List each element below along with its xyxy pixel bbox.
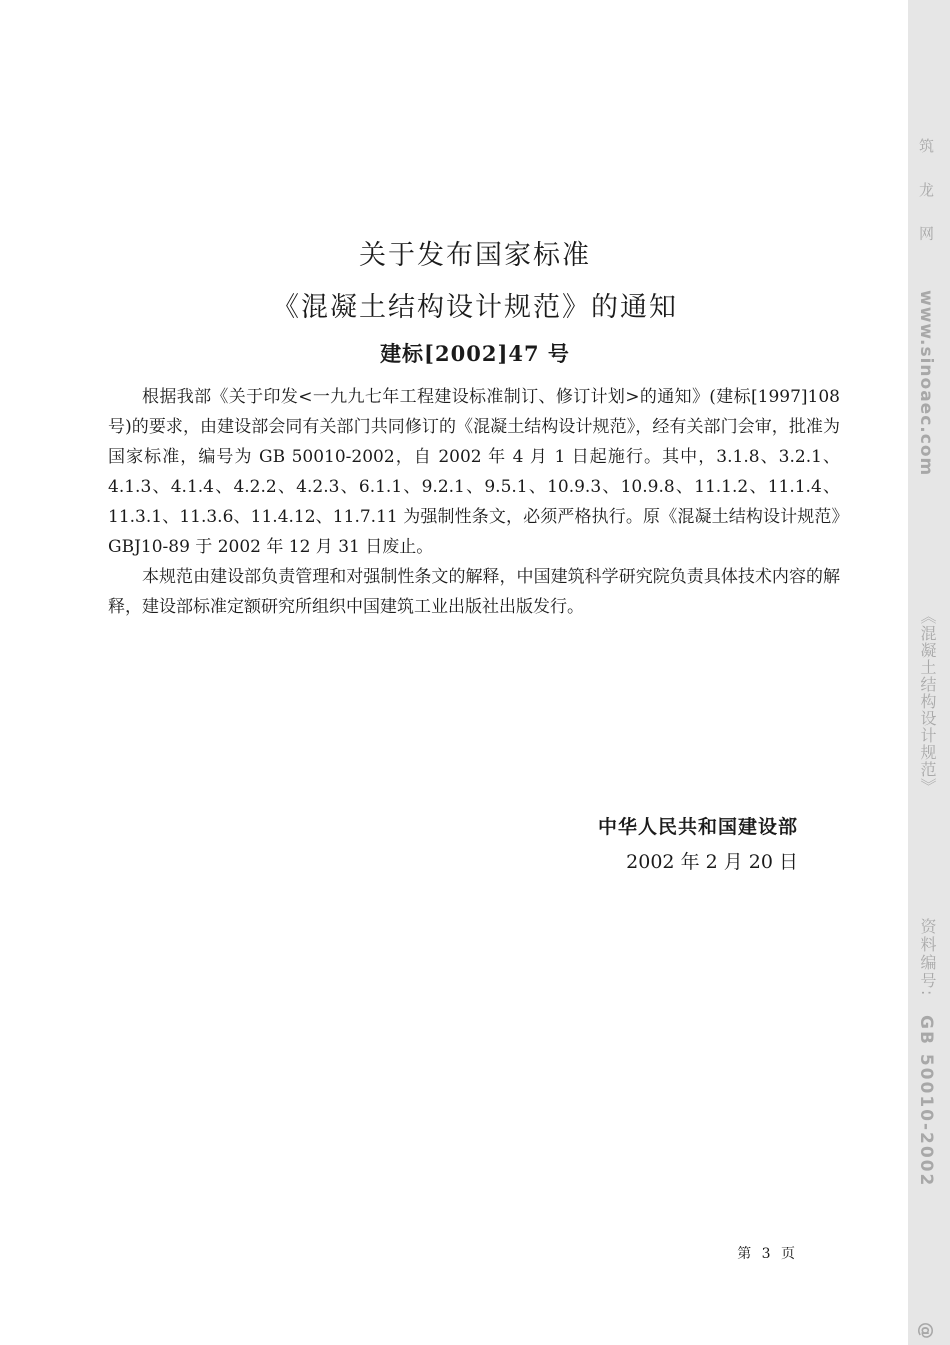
body-paragraph-2: 本规范由建设部负责管理和对强制性条文的解释，中国建筑科学研究院负责具体技术内容的解释，建设部标准定额研究所组织中国建筑工业出版社出版发行。 [108, 567, 840, 617]
issue-date: 2002 年 2 月 20 日 [626, 851, 798, 873]
notice-body [108, 382, 840, 622]
issuing-authority: 中华人民共和国建设部 [597, 816, 798, 838]
sidebar-at-symbol: @ [916, 1322, 936, 1339]
page-number: 第 3 页 [737, 1246, 798, 1262]
sidebar-site-name: 筑 龙 网 [917, 138, 935, 253]
body-paragraph-1: 根据我部《关于印发<一九九七年工程建设标准制订、修订计划>的通知》(建标[1997]108 号)的要求，由建设部会同有关部门共同修订的《混凝土结构设计规范》，经有关部门会审，批准为国家标准，编号为 GB 50010-2002，自 2002 年 4 月 1 日起施行。其中，3.1.8、3.2.1、4.1.3、4.1.4、4.2.2、4.2.3、6.1.1、9.2.1、9.5.1、10.9.3、10.9.8、11.1.2、11.1.4、11.3.1、11.3.6、11.4.12、11.7.11 为强制性条文，必须严格执行。原《混凝土结构设计规范》GBJ10-89 于 2002 年 12 月 31 日废止。 [108, 387, 840, 557]
sidebar-document-code: GB 50010-2002 [916, 1015, 936, 1188]
watermark-sidebar [908, 0, 950, 1345]
document-number: 建标[2002]47 号 [380, 341, 570, 366]
sidebar-document-title: 《混凝土结构设计规范》 [918, 608, 937, 795]
notice-title-line-1: 关于发布国家标准 [359, 240, 591, 271]
sidebar-code-label: 资料编号: [918, 918, 937, 998]
sidebar-url: www.sinoaec.com [916, 290, 936, 477]
notice-title-line-2: 《混凝土结构设计规范》的通知 [272, 292, 678, 323]
